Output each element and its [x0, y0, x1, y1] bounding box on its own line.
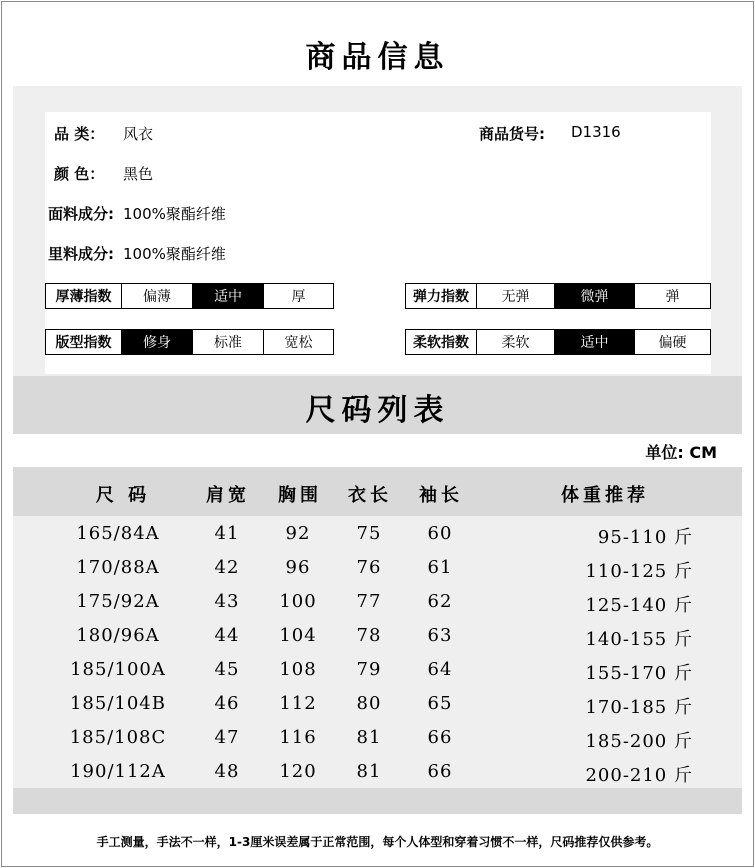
table-cell: 200-210 斤 — [585, 765, 693, 786]
table-cell: 45 — [214, 659, 240, 680]
table-cell: 110-125 斤 — [585, 561, 693, 582]
table-cell: 75 — [356, 523, 382, 544]
fabric-label: 面料成分: — [48, 205, 114, 223]
table-cell: 81 — [356, 761, 382, 782]
thickness-index-label: 厚薄指数 — [55, 289, 112, 305]
table-cell: 92 — [285, 523, 311, 544]
thickness-option: 偏薄 — [121, 284, 192, 308]
lining-label: 里料成分: — [48, 245, 114, 263]
table-row — [13, 721, 742, 755]
table-cell: 185/100A — [70, 659, 166, 680]
table-cell: 165/84A — [76, 523, 160, 544]
table-cell: 96 — [285, 557, 311, 578]
size-list-title: 尺码列表 — [305, 393, 450, 428]
category-label: 品 类： — [54, 125, 105, 143]
softness-index — [405, 329, 711, 355]
fit-index-label: 版型指数 — [55, 335, 112, 351]
table-cell: 100 — [279, 591, 317, 612]
table-cell: 76 — [356, 557, 382, 578]
table-cell: 78 — [356, 625, 382, 646]
size-table-footer — [13, 788, 742, 814]
elasticity-index-label: 弹力指数 — [413, 289, 469, 305]
table-cell: 47 — [214, 727, 240, 748]
color-value: 黑色 — [123, 165, 154, 183]
fit-option: 宽松 — [263, 330, 333, 354]
table-cell: 65 — [427, 693, 453, 714]
fit-index — [45, 329, 334, 355]
table-cell: 48 — [214, 761, 240, 782]
table-row — [13, 619, 742, 653]
table-cell: 44 — [214, 625, 240, 646]
elasticity-option: 无弹 — [476, 284, 554, 308]
table-cell: 120 — [279, 761, 317, 782]
table-row — [13, 755, 742, 789]
table-cell: 170-185 斤 — [585, 697, 693, 718]
column-header-size: 尺 码 — [95, 485, 151, 506]
softness-option: 适中 — [554, 330, 634, 354]
table-cell: 104 — [279, 625, 317, 646]
column-header-length: 衣长 — [348, 485, 392, 506]
measurement-note: 手工测量，手法不一样，1-3厘米误差属于正常范围，每个人体型和穿着习惯不一样，尺码推荐仅供参考。 — [96, 835, 659, 849]
table-cell: 79 — [356, 659, 382, 680]
table-cell: 125-140 斤 — [585, 595, 693, 616]
elasticity-option: 微弹 — [554, 284, 634, 308]
fit-option: 修身 — [121, 330, 192, 354]
table-cell: 170/88A — [76, 557, 160, 578]
column-header-shoulder: 肩宽 — [206, 485, 250, 506]
table-cell: 63 — [427, 625, 453, 646]
table-row — [13, 551, 742, 585]
table-cell: 185-200 斤 — [585, 731, 693, 752]
thickness-option: 适中 — [192, 284, 263, 308]
item-number-label: 商品货号: — [479, 125, 545, 143]
column-header-sleeve: 袖长 — [419, 485, 463, 506]
softness-option: 偏硬 — [634, 330, 710, 354]
table-cell: 112 — [279, 693, 317, 714]
table-cell: 95-110 斤 — [597, 527, 693, 548]
softness-option: 柔软 — [476, 330, 554, 354]
table-cell: 80 — [356, 693, 382, 714]
table-row — [13, 687, 742, 721]
table-cell: 108 — [279, 659, 317, 680]
color-label: 颜 色： — [54, 165, 105, 183]
table-cell: 66 — [427, 727, 453, 748]
unit-label: 单位: CM — [645, 443, 717, 462]
table-cell: 77 — [356, 591, 382, 612]
table-cell: 42 — [214, 557, 240, 578]
table-cell: 116 — [279, 727, 317, 748]
column-header-weight: 体重推荐 — [561, 485, 649, 506]
table-cell: 66 — [427, 761, 453, 782]
lining-value: 100%聚酯纤维 — [123, 245, 226, 263]
table-cell: 81 — [356, 727, 382, 748]
table-cell: 64 — [427, 659, 453, 680]
table-cell: 185/108C — [69, 727, 167, 748]
thickness-index — [45, 283, 334, 309]
elasticity-option: 弹 — [634, 284, 710, 308]
fit-option: 标准 — [192, 330, 263, 354]
column-header-chest: 胸围 — [278, 485, 322, 506]
table-cell: 185/104B — [69, 693, 166, 714]
item-number-value: D1316 — [571, 123, 621, 141]
table-cell: 155-170 斤 — [585, 663, 693, 684]
table-cell: 140-155 斤 — [585, 629, 693, 650]
table-cell: 41 — [214, 523, 240, 544]
elasticity-index — [405, 283, 711, 309]
table-cell: 60 — [427, 523, 453, 544]
table-cell: 180/96A — [76, 625, 160, 646]
category-value: 风衣 — [123, 125, 154, 143]
table-cell: 46 — [214, 693, 240, 714]
table-cell: 43 — [214, 591, 240, 612]
table-row — [13, 653, 742, 687]
softness-index-label: 柔软指数 — [413, 335, 469, 351]
fabric-value: 100%聚酯纤维 — [123, 205, 226, 223]
thickness-option: 厚 — [263, 284, 333, 308]
table-row — [13, 517, 742, 551]
table-cell: 190/112A — [70, 761, 166, 782]
table-cell: 62 — [427, 591, 453, 612]
table-cell: 61 — [427, 557, 453, 578]
table-row — [13, 585, 742, 619]
product-info-title: 商品信息 — [305, 40, 450, 75]
table-cell: 175/92A — [76, 591, 160, 612]
